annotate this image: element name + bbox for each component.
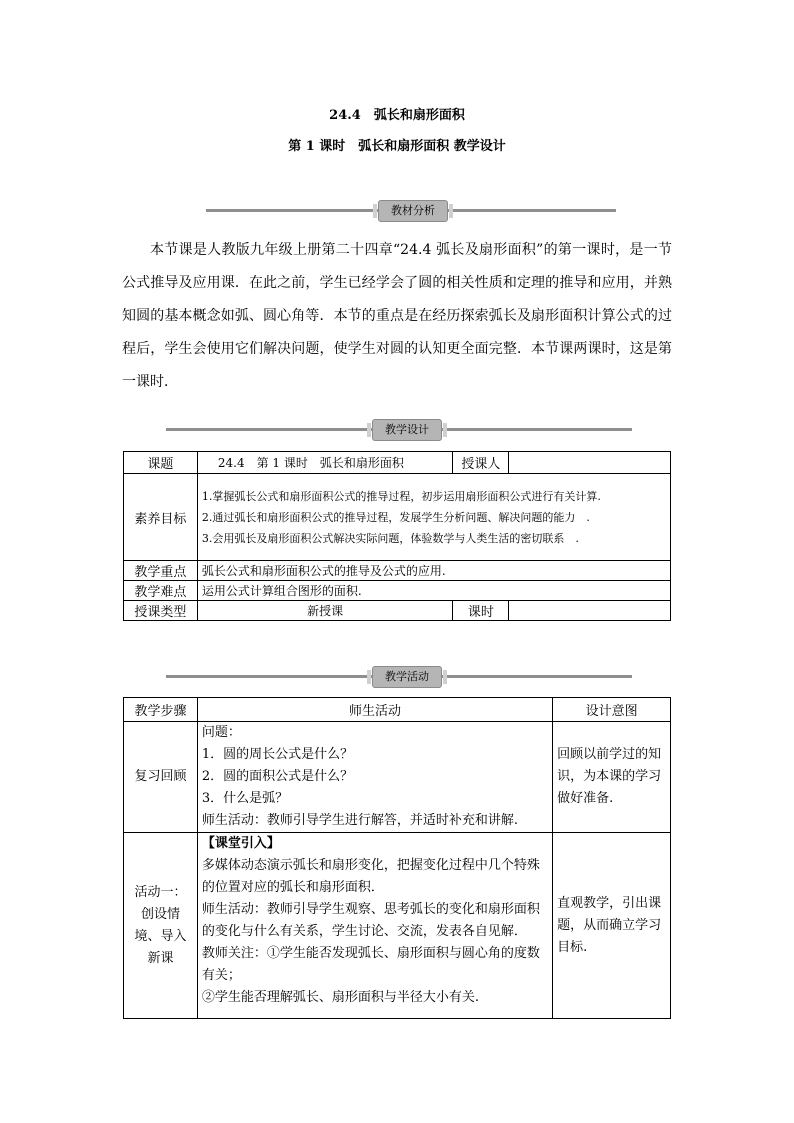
activity-line: 教师关注：①学生能否发现弧长、扇形面积与圆心角的度数有关； — [201, 946, 540, 983]
teacher-label: 授课人 — [453, 452, 509, 474]
document-subtitle: 第 1 课时 弧长和扇形面积 教学设计 — [288, 139, 506, 154]
goals-cell — [197, 474, 670, 561]
type-label: 授课类型 — [124, 601, 198, 621]
activity-line: 师生活动：教师引导学生观察、思考弧长的变化和扇形面积的变化与什么有关系，学生讨论、交流，发表各自见解． — [201, 902, 540, 939]
activity-heading: 【课堂引入】 — [201, 836, 280, 851]
activity-table — [123, 697, 671, 1019]
banner-design — [166, 419, 632, 441]
focus-label: 教学重点 — [124, 561, 198, 581]
banner-activity — [166, 666, 632, 688]
table-row — [124, 833, 671, 1019]
table-row — [124, 722, 671, 833]
activity-line: ②学生能否理解弧长、扇形面积与半径大小有关. — [201, 990, 480, 1005]
intent-cell: 直观教学，引出课题，从而确立学习目标. — [553, 833, 671, 1019]
activity-line: 多媒体动态演示弧长和扇形变化，把握变化过程中几个特殊的位置对应的弧长和扇形面积． — [201, 858, 540, 895]
activity-line: 问题： — [201, 725, 241, 740]
type-row — [124, 601, 671, 621]
goals-label: 素养目标 — [124, 474, 198, 561]
hours-value — [509, 601, 671, 621]
focus-value: 弧长公式和扇形面积公式的推导及公式的应用. — [197, 561, 670, 581]
difficulty-value: 运用公式计算组合图形的面积. — [197, 581, 670, 601]
document-title: 24.4 弧长和扇形面积 — [329, 108, 465, 123]
column-header: 师生活动 — [197, 698, 552, 722]
activity-line: 2．圆的面积公式是什么？ — [201, 769, 354, 784]
activity-line: 1．圆的周长公式是什么？ — [201, 747, 354, 762]
design-table — [123, 451, 671, 621]
activity-cell — [197, 833, 552, 1019]
step-cell: 活动一：创设情境、导入新课 — [124, 833, 198, 1019]
type-value: 新授课 — [197, 601, 453, 621]
column-header: 教学步骤 — [124, 698, 198, 722]
step-cell: 复习回顾 — [124, 722, 198, 833]
teacher-value — [509, 452, 671, 474]
banner-label: 教学活动 — [372, 666, 442, 688]
activity-line: 3．什么是弧？ — [201, 791, 289, 806]
analysis-paragraph: 本节课是人教版九年级上册第二十四章“24.4 弧长及扇形面积”的第一课时，是一节公式推导及应用课．在此之前，学生已经学会了圆的相关性质和定理的推导和应用，并熟知圆的基本概念如弧、圆心角等．本节的重点是在经历探索弧长及扇形面积计算公式的过程后，学生会使用它们解决问题，使学生对圆的认知更全面完整．本节课两课时，这是第一课时． — [122, 242, 672, 390]
banner-label: 教学设计 — [372, 419, 442, 441]
intent-cell: 回顾以前学过的知识，为本课的学习做好准备. — [553, 722, 671, 833]
focus-row — [124, 561, 671, 581]
goal-item: 1.掌握弧长公式和扇形面积公式的推导过程，初步运用扇形面积公式进行有关计算. — [201, 489, 601, 503]
topic-row — [124, 452, 671, 474]
difficulty-label: 教学难点 — [124, 581, 198, 601]
topic-label: 课题 — [124, 452, 198, 474]
difficulty-row — [124, 581, 671, 601]
activity-line: 师生活动：教师引导学生进行解答，并适时补充和讲解. — [201, 813, 519, 828]
topic-value: 24.4 第 1 课时 弧长和扇形面积 — [197, 452, 453, 474]
goal-item: 3.会用弧长及扇形面积公式解决实际问题，体验数学与人类生活的密切联系 . — [201, 531, 579, 545]
banner-analysis — [206, 200, 616, 222]
banner-label: 教材分析 — [378, 200, 448, 222]
goals-row — [124, 474, 671, 561]
activity-header-row — [124, 698, 671, 722]
goal-item: 2.通过弧长和扇形面积公式的推导过程，发展学生分析问题、解决问题的能力 . — [201, 510, 590, 524]
column-header: 设计意图 — [553, 698, 671, 722]
hours-label: 课时 — [453, 601, 509, 621]
activity-cell — [197, 722, 552, 833]
